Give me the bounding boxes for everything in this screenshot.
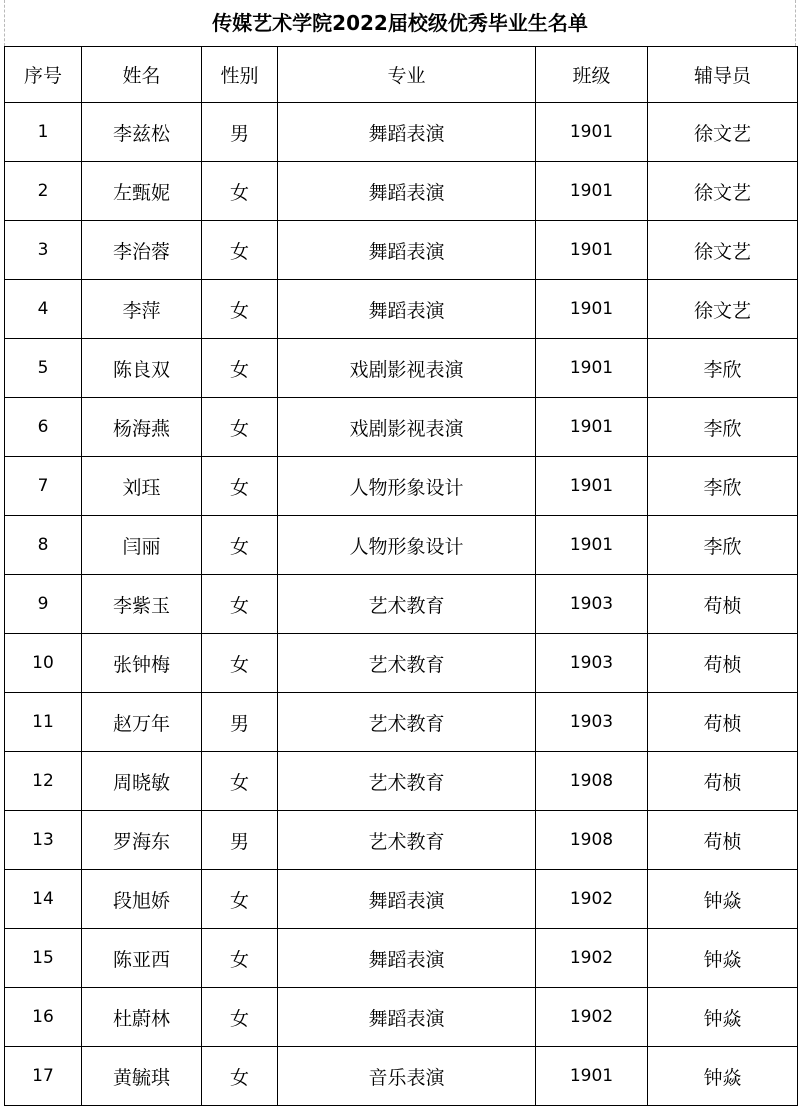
- cell-major: 舞蹈表演: [278, 280, 536, 339]
- table-row: [5, 1047, 798, 1106]
- cell-name: 周晓敏: [82, 752, 202, 811]
- cell-major: 艺术教育: [278, 693, 536, 752]
- table-row: [5, 398, 798, 457]
- cell-class: 1901: [536, 103, 648, 162]
- cell-gender: 女: [202, 929, 278, 988]
- table-row: [5, 870, 798, 929]
- cell-gender: 女: [202, 398, 278, 457]
- cell-no: 9: [5, 575, 82, 634]
- cell-no: 15: [5, 929, 82, 988]
- cell-gender: 女: [202, 162, 278, 221]
- cell-advisor: 李欣: [648, 516, 798, 575]
- cell-major: 戏剧影视表演: [278, 398, 536, 457]
- cell-gender: 男: [202, 103, 278, 162]
- cell-class: 1901: [536, 1047, 648, 1106]
- cell-gender: 女: [202, 575, 278, 634]
- header-no: 序号: [5, 47, 82, 103]
- cell-major: 音乐表演: [278, 1047, 536, 1106]
- table-row: [5, 339, 798, 398]
- cell-major: 艺术教育: [278, 634, 536, 693]
- cell-gender: 女: [202, 870, 278, 929]
- cell-advisor: 钟焱: [648, 988, 798, 1047]
- cell-name: 陈良双: [82, 339, 202, 398]
- cell-class: 1901: [536, 457, 648, 516]
- header-class: 班级: [536, 47, 648, 103]
- cell-major: 人物形象设计: [278, 457, 536, 516]
- cell-advisor: 李欣: [648, 398, 798, 457]
- cell-no: 1: [5, 103, 82, 162]
- header-major: 专业: [278, 47, 536, 103]
- table-header-row: [5, 47, 798, 103]
- cell-no: 16: [5, 988, 82, 1047]
- cell-class: 1901: [536, 162, 648, 221]
- table-row: [5, 988, 798, 1047]
- cell-name: 黄毓琪: [82, 1047, 202, 1106]
- cell-name: 李兹松: [82, 103, 202, 162]
- cell-major: 戏剧影视表演: [278, 339, 536, 398]
- cell-major: 人物形象设计: [278, 516, 536, 575]
- cell-no: 8: [5, 516, 82, 575]
- table-row: [5, 516, 798, 575]
- cell-no: 5: [5, 339, 82, 398]
- cell-gender: 女: [202, 752, 278, 811]
- cell-major: 舞蹈表演: [278, 162, 536, 221]
- cell-gender: 女: [202, 516, 278, 575]
- cell-class: 1903: [536, 575, 648, 634]
- cell-class: 1901: [536, 339, 648, 398]
- cell-name: 闫丽: [82, 516, 202, 575]
- cell-no: 14: [5, 870, 82, 929]
- cell-major: 艺术教育: [278, 575, 536, 634]
- cell-class: 1901: [536, 280, 648, 339]
- cell-name: 杨海燕: [82, 398, 202, 457]
- cell-class: 1903: [536, 634, 648, 693]
- table-row: [5, 280, 798, 339]
- cell-name: 罗海东: [82, 811, 202, 870]
- cell-gender: 男: [202, 693, 278, 752]
- cell-gender: 女: [202, 457, 278, 516]
- cell-no: 6: [5, 398, 82, 457]
- cell-class: 1901: [536, 398, 648, 457]
- cell-major: 艺术教育: [278, 752, 536, 811]
- cell-class: 1902: [536, 988, 648, 1047]
- cell-class: 1902: [536, 929, 648, 988]
- header-name: 姓名: [82, 47, 202, 103]
- cell-major: 艺术教育: [278, 811, 536, 870]
- cell-gender: 女: [202, 1047, 278, 1106]
- cell-advisor: 钟焱: [648, 1047, 798, 1106]
- cell-gender: 女: [202, 634, 278, 693]
- cell-advisor: 李欣: [648, 457, 798, 516]
- cell-class: 1902: [536, 870, 648, 929]
- cell-name: 左甄妮: [82, 162, 202, 221]
- cell-major: 舞蹈表演: [278, 988, 536, 1047]
- cell-major: 舞蹈表演: [278, 929, 536, 988]
- cell-advisor: 徐文艺: [648, 162, 798, 221]
- cell-no: 11: [5, 693, 82, 752]
- cell-no: 2: [5, 162, 82, 221]
- table-row: [5, 693, 798, 752]
- cell-class: 1901: [536, 516, 648, 575]
- cell-major: 舞蹈表演: [278, 870, 536, 929]
- cell-name: 陈亚西: [82, 929, 202, 988]
- cell-advisor: 徐文艺: [648, 221, 798, 280]
- table-row: [5, 929, 798, 988]
- cell-major: 舞蹈表演: [278, 103, 536, 162]
- cell-advisor: 徐文艺: [648, 280, 798, 339]
- cell-no: 10: [5, 634, 82, 693]
- cell-no: 4: [5, 280, 82, 339]
- cell-advisor: 苟桢: [648, 634, 798, 693]
- cell-name: 段旭娇: [82, 870, 202, 929]
- cell-no: 13: [5, 811, 82, 870]
- cell-advisor: 苟桢: [648, 575, 798, 634]
- cell-gender: 男: [202, 811, 278, 870]
- cell-advisor: 徐文艺: [648, 103, 798, 162]
- cell-advisor: 苟桢: [648, 693, 798, 752]
- cell-no: 17: [5, 1047, 82, 1106]
- cell-advisor: 李欣: [648, 339, 798, 398]
- cell-gender: 女: [202, 988, 278, 1047]
- cell-name: 赵万年: [82, 693, 202, 752]
- table-row: [5, 103, 798, 162]
- table-row: [5, 811, 798, 870]
- cell-name: 李紫玉: [82, 575, 202, 634]
- cell-name: 张钟梅: [82, 634, 202, 693]
- header-gender: 性别: [202, 47, 278, 103]
- cell-gender: 女: [202, 339, 278, 398]
- table-body: [5, 103, 798, 1106]
- table-row: [5, 634, 798, 693]
- cell-class: 1903: [536, 693, 648, 752]
- cell-name: 李萍: [82, 280, 202, 339]
- cell-class: 1908: [536, 811, 648, 870]
- cell-no: 12: [5, 752, 82, 811]
- table-row: [5, 752, 798, 811]
- table-row: [5, 457, 798, 516]
- cell-name: 杜蔚林: [82, 988, 202, 1047]
- cell-advisor: 苟桢: [648, 811, 798, 870]
- page-title: 传媒艺术学院2022届校级优秀毕业生名单: [4, 0, 796, 46]
- cell-no: 3: [5, 221, 82, 280]
- table-row: [5, 162, 798, 221]
- cell-no: 7: [5, 457, 82, 516]
- cell-advisor: 钟焱: [648, 870, 798, 929]
- cell-advisor: 苟桢: [648, 752, 798, 811]
- cell-class: 1908: [536, 752, 648, 811]
- cell-gender: 女: [202, 221, 278, 280]
- table-row: [5, 221, 798, 280]
- cell-name: 刘珏: [82, 457, 202, 516]
- cell-advisor: 钟焱: [648, 929, 798, 988]
- cell-major: 舞蹈表演: [278, 221, 536, 280]
- header-advisor: 辅导员: [648, 47, 798, 103]
- cell-name: 李治蓉: [82, 221, 202, 280]
- cell-gender: 女: [202, 280, 278, 339]
- graduate-roster-table: [4, 46, 798, 1106]
- cell-class: 1901: [536, 221, 648, 280]
- table-row: [5, 575, 798, 634]
